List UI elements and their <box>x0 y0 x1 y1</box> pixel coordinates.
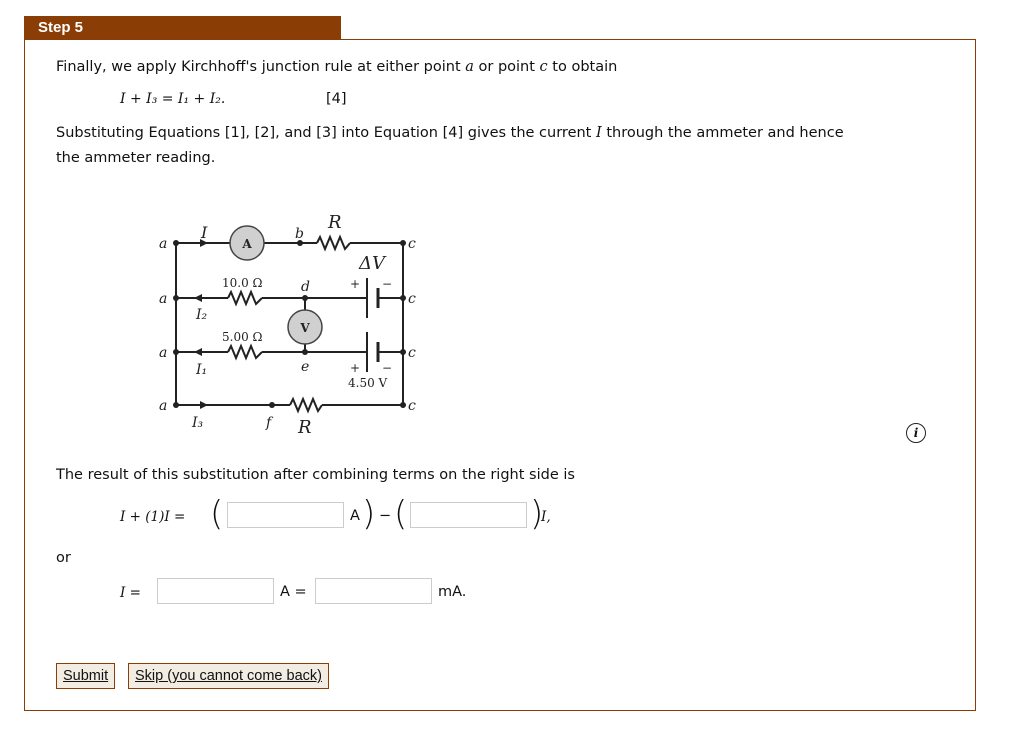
coefficient-2-input[interactable] <box>410 502 527 528</box>
plus-sign: + <box>350 277 361 291</box>
node-a: a <box>159 291 168 307</box>
resistor-10: 10.0 Ω <box>222 276 263 290</box>
amps-equals: A = <box>280 584 307 600</box>
paren-open: ( <box>394 494 408 534</box>
current-I: I <box>201 223 208 242</box>
equation-4-tag: [4] <box>326 91 347 107</box>
minus-sign: − <box>379 508 392 524</box>
circuit-diagram <box>150 205 440 445</box>
result-text: The result of this substitution after combining terms on the right side is <box>56 467 575 483</box>
substitution-text: Substituting Equations [1], [2], and [3] into Equation [4] gives the current I through the ammeter and hence <box>56 125 844 141</box>
node-d: d <box>301 279 310 295</box>
minus-sign: − <box>382 277 393 291</box>
skip-button[interactable]: Skip (you cannot come back) <box>128 663 329 689</box>
resistor-R-top: R <box>328 212 342 233</box>
current-I1: I₁ <box>196 362 208 378</box>
intro-text: Finally, we apply Kirchhoff's junction rule at either point a or point c to obtain <box>56 59 618 75</box>
minus-sign: − <box>382 361 393 375</box>
current-amps-input[interactable] <box>157 578 274 604</box>
battery-dV: ΔV <box>359 253 385 274</box>
node-e: e <box>301 359 310 375</box>
or-text: or <box>56 550 71 566</box>
resistor-R-bottom: R <box>298 417 312 438</box>
plus-sign: + <box>350 361 361 375</box>
equation-tail: I, <box>541 509 551 525</box>
equation-lhs: I + (1)I = <box>120 509 186 525</box>
battery-4.50V: 4.50 V <box>348 376 388 390</box>
node-c: c <box>408 291 416 307</box>
current-I2: I₂ <box>196 307 208 323</box>
node-c: c <box>408 345 416 361</box>
paren-close: ) <box>530 494 544 534</box>
ammeter-label: A <box>242 237 252 251</box>
coefficient-1-input[interactable] <box>227 502 344 528</box>
current-I3: I₃ <box>192 415 204 431</box>
equation-lhs-2: I = <box>120 585 141 601</box>
node-a: a <box>159 345 168 361</box>
substitution-text-2: the ammeter reading. <box>56 150 216 166</box>
node-a: a <box>159 398 168 414</box>
current-milliamps-input[interactable] <box>315 578 432 604</box>
node-a: a <box>159 236 168 252</box>
paren-open: ( <box>210 494 224 534</box>
unit-mA: mA. <box>438 584 467 600</box>
info-icon[interactable]: i <box>906 423 926 443</box>
step-header: Step 5 <box>24 16 341 40</box>
node-f: f <box>266 415 272 431</box>
paren-close: ) <box>362 494 376 534</box>
equation-4: I + I₃ = I₁ + I₂. <box>120 91 226 107</box>
resistor-5: 5.00 Ω <box>222 330 263 344</box>
voltmeter-label: V <box>300 321 310 335</box>
node-c: c <box>408 236 416 252</box>
submit-button[interactable]: Submit <box>56 663 115 689</box>
node-c: c <box>408 398 416 414</box>
node-b: b <box>295 226 304 242</box>
unit-A: A <box>350 508 360 524</box>
